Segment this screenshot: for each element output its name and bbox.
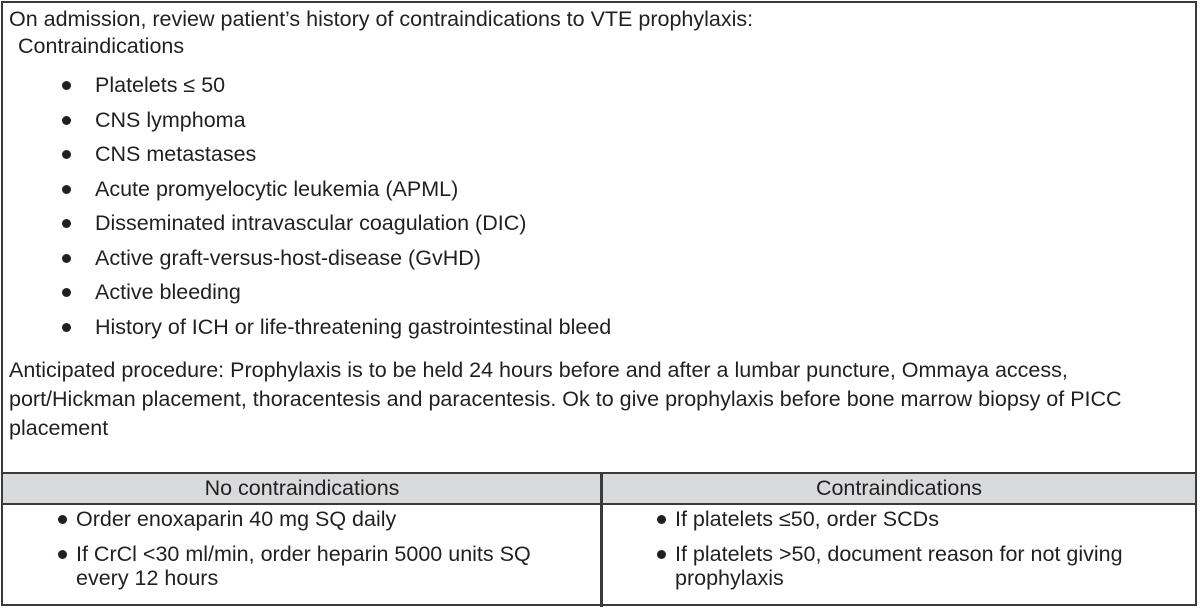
no-contraindications-orders [58,507,588,601]
bullet-icon [58,515,67,524]
list-item-text: Order enoxaparin 40 mg SQ daily [76,507,397,531]
list-item [657,507,1187,531]
procedure-note: Anticipated procedure: Prophylaxis is to be held 24 hours before and after a lumbar puncture, Ommaya access, port/Hickman placement, thoracentesis and paracentesis. Ok to give prophylaxis before bone marrow biopsy of PICC placement [9,358,1122,440]
list-item [62,72,611,107]
bullet-icon [62,150,71,159]
list-item-text: History of ICH or life-threatening gastrointestinal bleed [95,314,612,339]
table-header-no-contraindications: No contraindications [3,474,601,503]
list-item-text: Acute promyelocytic leukemia (APML) [95,176,459,201]
list-item [62,314,611,349]
list-item-text: Active bleeding [95,280,241,304]
table-header-contraindications: Contraindications [603,474,1195,503]
list-item [58,507,588,531]
bullet-icon [657,515,666,524]
list-item-text: Disseminated intravascular coagulation (DIC) [95,211,527,235]
bullet-icon [58,550,67,559]
table-column-divider [600,472,603,607]
bullet-icon [62,323,71,332]
bullet-icon [62,254,71,263]
list-item [657,542,1187,590]
list-item-text: CNS metastases [95,142,257,166]
bullet-icon [62,81,71,90]
list-item-text: Active graft-versus-host-disease (GvHD) [95,245,481,270]
list-item-text: If platelets ≤50, order SCDs [675,507,939,531]
bullet-icon [62,116,71,125]
table-header-divider [1,503,1197,505]
list-item-text: If CrCl <30 ml/min, order heparin 5000 units SQ every 12 hours [76,542,531,590]
list-item [62,245,611,280]
bullet-icon [62,185,71,194]
list-item [62,210,611,245]
intro-text: On admission, review patient’s history of contraindications to VTE prophylaxis: [9,7,754,31]
contraindications-heading: Contraindications [18,34,185,58]
list-item [62,176,611,211]
bullet-icon [62,288,71,297]
bullet-icon [657,550,666,559]
list-item-text: CNS lymphoma [95,107,246,132]
contraindications-list [62,72,611,348]
list-item [58,542,588,590]
list-item [62,279,611,314]
list-item-text: If platelets >50, document reason for not giving prophylaxis [675,542,1123,590]
list-item [62,141,611,176]
list-item [62,107,611,142]
bullet-icon [62,219,71,228]
contraindications-orders [657,507,1187,601]
list-item-text: Platelets ≤ 50 [95,73,226,97]
